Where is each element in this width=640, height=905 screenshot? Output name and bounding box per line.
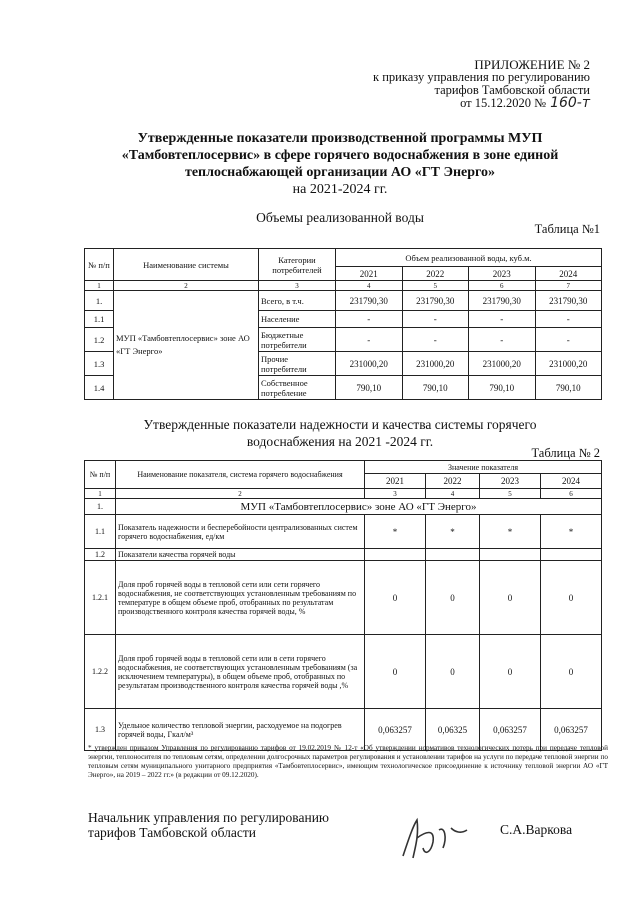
row-category: Бюджетные потребители — [259, 328, 336, 352]
index-cell: 6 — [540, 489, 601, 499]
row-value: 0 — [365, 561, 426, 635]
row-num: 1.3 — [85, 709, 116, 751]
row-value: 231000,20 — [336, 352, 403, 376]
year-header: 2021 — [365, 474, 426, 489]
appendix-date: от 15.12.2020 № — [460, 96, 547, 110]
row-value: 0 — [426, 561, 480, 635]
row-num: 1. — [85, 291, 114, 311]
row-value: 790,10 — [402, 376, 469, 400]
row-value: 231790,30 — [469, 291, 536, 311]
table2-subtitle — [70, 416, 610, 450]
col-header-num: № п/п — [85, 249, 114, 281]
row-value: - — [535, 311, 602, 328]
table-row — [85, 291, 602, 311]
table-row — [85, 515, 602, 549]
title-line-4: на 2021-2024 гг. — [292, 182, 388, 197]
table1-label: Таблица №1 — [534, 222, 600, 236]
row-value: 0,063257 — [365, 709, 426, 751]
title-line-3: теплоснабжающей организации АО «ГТ Энерго» — [184, 165, 496, 180]
year-header: 2022 — [426, 474, 480, 489]
row-value: 231000,20 — [402, 352, 469, 376]
appendix-authority-line: тарифов Тамбовской области — [434, 83, 590, 97]
appendix-header — [320, 58, 590, 110]
col-header-name: Наименование показателя, система горячего водоснабжения — [116, 461, 365, 489]
year-header: 2024 — [535, 267, 602, 281]
index-cell: 1 — [85, 281, 114, 291]
index-cell: 1 — [85, 489, 116, 499]
row-name: Показатели качества горячей воды — [116, 549, 365, 561]
row-value: - — [402, 311, 469, 328]
row-name: Доля проб горячей воды в тепловой сети или в сети горячего водоснабжения, не соответствующих установленным требованиям (за исключением температуры), в общем объеме проб, отобранных по результатам производственного контроля качества горячей воды ,% — [116, 635, 365, 709]
row-value: 231790,30 — [336, 291, 403, 311]
row-num: 1.3 — [85, 352, 114, 376]
col-header-num: № п/п — [85, 461, 116, 489]
row-value: 231000,20 — [535, 352, 602, 376]
appendix-order-line: к приказу управления по регулированию — [373, 70, 590, 84]
row-value: - — [469, 311, 536, 328]
row-category: Собственное потребление — [259, 376, 336, 400]
row-value: 790,10 — [469, 376, 536, 400]
index-cell: 6 — [469, 281, 536, 291]
row-value: 0 — [479, 561, 540, 635]
index-cell: 5 — [479, 489, 540, 499]
row-value: - — [535, 328, 602, 352]
index-cell: 3 — [259, 281, 336, 291]
table-row — [85, 561, 602, 635]
row-num: 1.2.2 — [85, 635, 116, 709]
row-value: - — [336, 328, 403, 352]
row-value: * — [426, 515, 480, 549]
col-header-category: Категории потребителей — [259, 249, 336, 281]
title-line-2: «Тамбовтеплосервис» в сфере горячего водоснабжения в зоне единой — [121, 148, 559, 163]
year-header: 2022 — [402, 267, 469, 281]
table-row — [85, 635, 602, 709]
index-cell: 5 — [402, 281, 469, 291]
table2-label: Таблица № 2 — [531, 446, 600, 460]
appendix-date-line — [320, 97, 590, 110]
row-value: 0 — [540, 635, 601, 709]
row-value: - — [469, 328, 536, 352]
row-value: * — [540, 515, 601, 549]
row-value: 0 — [426, 635, 480, 709]
year-header: 2021 — [336, 267, 403, 281]
row-num: 1.1 — [85, 311, 114, 328]
table2-subtitle-line-2: водоснабжения на 2021 -2024 гг. — [246, 434, 434, 449]
appendix-title: ПРИЛОЖЕНИЕ № 2 — [474, 57, 590, 72]
row-category: Прочие потребители — [259, 352, 336, 376]
row-name: Удельное количество тепловой энергии, расходуемое на подогрев горячей воды, Гкал/м³ — [116, 709, 365, 751]
section-row — [85, 499, 602, 515]
index-cell: 2 — [114, 281, 259, 291]
col-header-value: Значение показателя — [365, 461, 602, 474]
handwritten-signature — [395, 808, 475, 864]
footnote: * утвержден приказом Управления по регулированию тарифов от 19.02.2019 № 12-т «Об утверждении нормативов технологических потерь при передаче тепловой энергии, теплоносителя по тепловым сетям, определении долгосрочных параметров регулирования и установлении тарифов на услуги по передаче тепловой энергии по тепловым сетям муниципального унитарного предприятия «Тамбовтеплосервис», имеющим технологическое присоединение к источнику тепловой энергии АО «ГТ Энерго», на 2019 – 2022 гг.» (в редакции от 09.12.2020). — [88, 744, 608, 779]
row-num: 1. — [85, 499, 116, 515]
index-cell: 4 — [336, 281, 403, 291]
index-cell: 7 — [535, 281, 602, 291]
index-cell: 4 — [426, 489, 480, 499]
quality-table — [84, 460, 602, 751]
handwritten-order-number: 160-т — [550, 95, 590, 111]
system-name: МУП «Тамбовтеплосервис» зоне АО «ГТ Энерго» — [114, 291, 259, 400]
index-row — [85, 281, 602, 291]
row-value: 0 — [479, 635, 540, 709]
row-value: - — [402, 328, 469, 352]
table-row — [85, 549, 602, 561]
row-num: 1.4 — [85, 376, 114, 400]
signatory-title — [88, 810, 388, 840]
row-value: * — [479, 515, 540, 549]
row-value: 0 — [540, 561, 601, 635]
row-value: 231000,20 — [469, 352, 536, 376]
row-value: 0,063257 — [479, 709, 540, 751]
row-num: 1.2.1 — [85, 561, 116, 635]
row-value: 790,10 — [336, 376, 403, 400]
row-value: 0 — [365, 635, 426, 709]
row-name: Показатель надежности и бесперебойности централизованных систем горячего водоснабжения, ед/км — [116, 515, 365, 549]
row-value: 790,10 — [535, 376, 602, 400]
row-value: 0,06325 — [426, 709, 480, 751]
year-header: 2024 — [540, 474, 601, 489]
table2-subtitle-line-1: Утвержденные показатели надежности и качества системы горячего — [143, 417, 537, 432]
row-num: 1.2 — [85, 328, 114, 352]
section-title: МУП «Тамбовтеплосервис» зоне АО «ГТ Энерго» — [116, 499, 602, 515]
row-name: Доля проб горячей воды в тепловой сети или сети горячего водоснабжения, не соответствующих установленным требованиям по температуре в общем объеме проб, отобранных по результатам производственного контроля качества горячей воды, % — [116, 561, 365, 635]
index-row — [85, 489, 602, 499]
index-cell: 3 — [365, 489, 426, 499]
row-value: - — [336, 311, 403, 328]
row-value: 231790,30 — [535, 291, 602, 311]
signatory-line-2: тарифов Тамбовской области — [88, 825, 256, 840]
row-num: 1.2 — [85, 549, 116, 561]
row-value: 0,063257 — [540, 709, 601, 751]
row-num: 1.1 — [85, 515, 116, 549]
page-title — [60, 130, 620, 198]
row-value: 231790,30 — [402, 291, 469, 311]
year-header: 2023 — [479, 474, 540, 489]
signatory-line-1: Начальник управления по регулированию — [88, 810, 330, 825]
title-line-1: Утвержденные показатели производственной программы МУП — [137, 131, 543, 146]
col-header-volume: Объем реализованной воды, куб.м. — [336, 249, 602, 267]
signatory-name: С.А.Варкова — [500, 822, 573, 837]
row-category: Население — [259, 311, 336, 328]
col-header-system: Наименование системы — [114, 249, 259, 281]
index-cell: 2 — [116, 489, 365, 499]
table1-subtitle: Объемы реализованной воды — [256, 210, 424, 225]
row-value: * — [365, 515, 426, 549]
row-category: Всего, в т.ч. — [259, 291, 336, 311]
year-header: 2023 — [469, 267, 536, 281]
volumes-table — [84, 248, 602, 400]
